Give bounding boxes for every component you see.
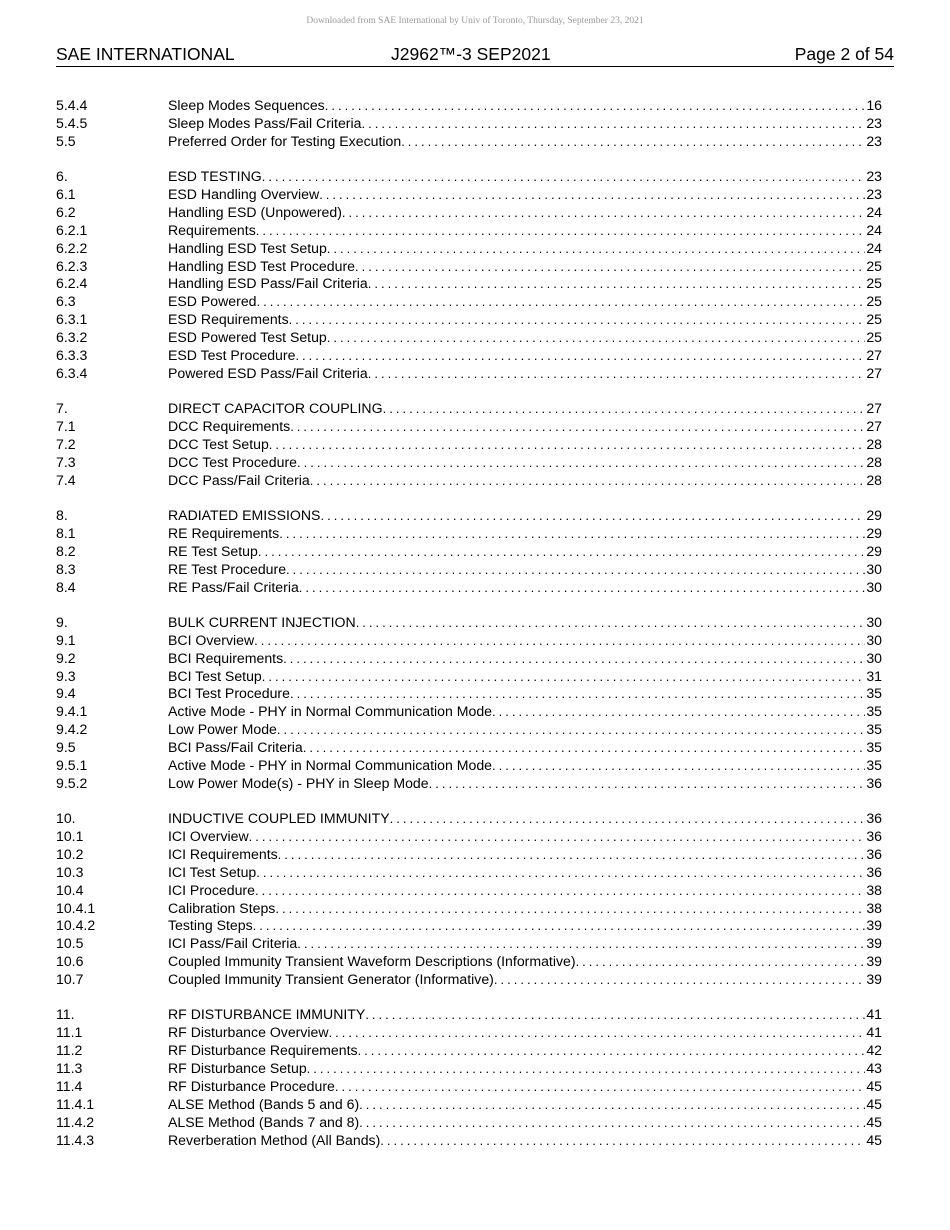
toc-dot-leader [355,258,865,276]
toc-entry-title: RE Pass/Fail Criteria [168,578,299,595]
toc-entry-page: 38 [866,899,882,916]
toc-entry-title: RADIATED EMISSIONS [168,506,321,523]
toc-dot-leader [254,632,865,650]
toc-entry-page: 30 [866,560,882,577]
toc-entry-title: Handling ESD (Unpowered) [168,203,342,220]
toc-entry-number: 10. [56,810,76,827]
toc-entry-page: 23 [866,185,882,202]
toc-dot-leader [365,1006,865,1024]
toc-entry[interactable] [56,400,882,418]
toc-entry-page: 41 [866,1006,882,1023]
toc-entry-number: 9.4.2 [56,721,88,738]
toc-dot-leader [329,1024,866,1042]
toc-dot-leader [380,1132,865,1150]
toc-entry-title: Testing Steps [168,917,253,934]
toc-entry-page: 45 [866,1113,882,1130]
toc-entry-page: 30 [866,649,882,666]
toc-entry-title: RF Disturbance Setup [168,1060,307,1077]
toc-entry-title: DIRECT CAPACITOR COUPLING [168,400,383,417]
toc-entry-number: 11.3 [56,1060,83,1077]
toc-dot-leader [290,685,865,703]
toc-entry[interactable] [56,454,882,472]
toc-entry-page: 29 [866,542,882,559]
toc-entry-title: RE Requirements [168,524,280,541]
toc-entry-title: BULK CURRENT INJECTION [168,613,356,630]
toc-entry[interactable] [56,828,882,846]
toc-entry[interactable] [56,329,882,347]
toc-entry[interactable] [56,1132,882,1150]
toc-entry[interactable] [56,1096,882,1114]
toc-entry-page: 24 [866,239,882,256]
toc-entry-page: 29 [866,506,882,523]
toc-dot-leader [295,347,865,365]
toc-dot-leader [325,97,866,115]
toc-entry-page: 25 [866,329,882,346]
toc-entry-number: 8.3 [56,560,76,577]
toc-entry-number: 10.4.2 [56,917,96,934]
toc-entry[interactable] [56,864,882,882]
toc-section-group [56,1006,882,1149]
toc-entry-number: 9.4 [56,685,76,702]
toc-entry[interactable] [56,240,882,258]
toc-entry[interactable] [56,543,882,561]
toc-entry[interactable] [56,293,882,311]
toc-entry-page: 35 [866,721,882,738]
toc-entry-page: 39 [866,971,882,988]
toc-entry-number: 11.4.1 [56,1095,95,1112]
toc-entry-number: 5.5 [56,132,76,149]
toc-entry-number: 11. [56,1006,75,1023]
toc-entry-page: 30 [866,631,882,648]
toc-entry-page: 28 [866,435,882,452]
toc-dot-leader [258,543,865,561]
toc-entry-number: 9.5 [56,739,76,756]
toc-entry[interactable] [56,935,882,953]
toc-dot-leader [390,810,866,828]
toc-entry[interactable] [56,775,882,793]
toc-section-group [56,168,882,383]
toc-entry-number: 9.1 [56,631,76,648]
toc-dot-leader [277,721,865,739]
toc-entry-page: 25 [866,275,882,292]
toc-entry-number: 6.2 [56,203,76,220]
toc-entry-title: ICI Overview [168,828,249,845]
toc-dot-leader [283,650,865,668]
toc-entry-number: 10.3 [56,863,84,880]
toc-entry-page: 35 [866,756,882,773]
toc-entry-page: 16 [866,97,882,113]
toc-entry[interactable] [56,810,882,828]
toc-entry[interactable] [56,133,882,151]
toc-entry-title: BCI Test Procedure [168,685,290,702]
toc-entry-number: 9. [56,613,68,630]
toc-entry-page: 30 [866,578,882,595]
toc-entry-number: 8. [56,506,68,523]
toc-dot-leader [297,935,865,953]
toc-entry-number: 9.5.2 [56,774,88,791]
toc-dot-leader [429,775,866,793]
toc-dot-leader [269,436,866,454]
toc-entry-title: Handling ESD Test Procedure [168,257,355,274]
toc-entry-title: ESD Requirements [168,311,289,328]
toc-entry-number: 8.4 [56,578,76,595]
toc-dot-leader [289,311,866,329]
toc-entry-page: 28 [866,453,882,470]
toc-entry[interactable] [56,685,882,703]
toc-entry-title: ESD TESTING [168,168,262,185]
toc-dot-leader [368,365,866,383]
toc-dot-leader [319,186,865,204]
toc-dot-leader [299,579,866,597]
toc-entry-title: DCC Test Setup [168,435,269,452]
toc-entry-number: 6.2.1 [56,221,88,238]
toc-dot-leader [249,828,866,846]
toc-entry-number: 10.6 [56,953,84,970]
toc-entry-number: 7.1 [56,418,76,435]
toc-entry-number: 11.4.2 [56,1113,95,1130]
toc-entry-number: 6.2.2 [56,239,88,256]
toc-entry-number: 6.1 [56,185,76,202]
toc-dot-leader [356,614,866,632]
toc-entry-page: 45 [866,1095,882,1112]
toc-entry[interactable] [56,579,882,597]
toc-entry-title: Coupled Immunity Transient Waveform Descriptions (Informative) [168,953,576,970]
toc-entry-page: 39 [866,953,882,970]
page-header [56,44,894,67]
toc-entry-title: INDUCTIVE COUPLED IMMUNITY [168,810,390,827]
toc-entry-number: 8.2 [56,542,76,559]
toc-dot-leader [358,1042,866,1060]
toc-entry-title: BCI Requirements [168,649,284,666]
toc-entry-number: 9.4.1 [56,703,88,720]
toc-dot-leader [279,525,865,543]
header-organization: SAE INTERNATIONAL [56,44,235,64]
toc-entry-number: 5.4.4 [56,97,88,113]
toc-dot-leader [290,418,865,436]
toc-section-group [56,400,882,489]
toc-entry[interactable] [56,1042,882,1060]
toc-dot-leader [257,293,866,311]
download-watermark: Downloaded from SAE International by Univ of Toronto, Thursday, September 23, 2021 [306,16,644,26]
toc-entry-title: RF Disturbance Overview [168,1024,329,1041]
toc-entry-number: 11.2 [56,1042,83,1059]
toc-entry-title: Calibration Steps [168,899,276,916]
toc-entry-title: BCI Pass/Fail Criteria [168,739,303,756]
toc-entry-number: 11.4 [56,1077,83,1094]
toc-entry[interactable] [56,436,882,454]
toc-entry-number: 10.7 [56,971,84,988]
toc-entry[interactable] [56,222,882,240]
toc-entry-page: 31 [866,667,882,684]
toc-entry[interactable] [56,846,882,864]
toc-dot-leader [327,329,866,347]
toc-entry[interactable] [56,632,882,650]
toc-entry[interactable] [56,115,882,133]
toc-dot-leader [256,222,866,240]
toc-entry-title: ALSE Method (Bands 7 and 8) [168,1113,360,1130]
toc-entry[interactable] [56,917,882,935]
toc-entry-number: 9.2 [56,649,76,666]
toc-entry-page: 23 [866,168,882,185]
toc-entry-page: 29 [866,524,882,541]
toc-entry-title: ESD Handling Overview [168,185,320,202]
toc-dot-leader [368,275,866,293]
toc-entry-title: Requirements [168,221,256,238]
toc-dot-leader [262,168,866,186]
toc-entry-page: 39 [866,935,882,952]
toc-entry-title: Preferred Order for Testing Execution [168,132,402,149]
toc-entry-page: 25 [866,293,882,310]
toc-entry[interactable] [56,1114,882,1132]
toc-dot-leader [576,953,866,971]
toc-entry-title: Active Mode - PHY in Normal Communication Mode [168,703,493,720]
toc-dot-leader [262,668,866,686]
toc-entry-page: 24 [866,203,882,220]
toc-entry-title: RE Test Procedure [168,560,287,577]
toc-entry-number: 6.2.3 [56,257,88,274]
toc-entry[interactable] [56,204,882,222]
toc-entry-title: Handling ESD Test Setup [168,239,327,256]
toc-dot-leader [335,1078,865,1096]
toc-entry-page: 23 [866,114,882,131]
toc-entry[interactable] [56,882,882,900]
toc-entry-page: 36 [866,774,882,791]
toc-dot-leader [253,917,866,935]
toc-entry-page: 36 [866,845,882,862]
toc-entry[interactable] [56,275,882,293]
toc-entry[interactable] [56,1060,882,1078]
toc-entry-title: ESD Powered Test Setup [168,329,327,346]
toc-entry-page: 27 [866,418,882,435]
toc-entry-title: Handling ESD Pass/Fail Criteria [168,275,368,292]
toc-entry-title: Powered ESD Pass/Fail Criteria [168,364,368,381]
toc-entry-page: 36 [866,828,882,845]
toc-entry-title: RF Disturbance Procedure [168,1077,335,1094]
toc-entry-number: 6.3.2 [56,329,88,346]
toc-entry[interactable] [56,739,882,757]
toc-entry-page: 45 [866,1077,882,1094]
table-of-contents [56,97,882,1167]
toc-entry-page: 36 [866,810,882,827]
toc-entry[interactable] [56,1006,882,1024]
toc-entry[interactable] [56,347,882,365]
toc-entry-page: 39 [866,917,882,934]
toc-entry-page: 45 [866,1131,882,1148]
toc-section-group [56,810,882,989]
toc-section-group [56,614,882,793]
toc-entry-title: ESD Test Procedure [168,346,296,363]
toc-dot-leader [383,400,866,418]
toc-dot-leader [297,454,865,472]
header-page-number: Page 2 of 54 [794,44,894,64]
toc-entry-title: ICI Requirements [168,845,278,862]
toc-entry[interactable] [56,507,882,525]
toc-entry-title: Low Power Mode [168,721,277,738]
toc-entry-title: RF Disturbance Requirements [168,1042,358,1059]
toc-dot-leader [307,1060,866,1078]
toc-entry[interactable] [56,757,882,775]
toc-entry-page: 38 [866,881,882,898]
toc-entry[interactable] [56,900,882,918]
toc-entry-title: RF DISTURBANCE IMMUNITY [168,1006,366,1023]
toc-dot-leader [278,846,866,864]
toc-entry[interactable] [56,418,882,436]
toc-entry[interactable] [56,668,882,686]
toc-entry-number: 10.5 [56,935,84,952]
toc-entry[interactable] [56,1024,882,1042]
toc-entry-title: DCC Pass/Fail Criteria [168,471,310,488]
toc-entry-number: 11.1 [56,1024,83,1041]
toc-entry-title: Active Mode - PHY in Normal Communication Mode [168,756,493,773]
toc-dot-leader [359,1096,865,1114]
toc-entry-title: BCI Overview [168,631,255,648]
toc-entry[interactable] [56,258,882,276]
toc-entry-number: 10.4.1 [56,899,96,916]
toc-section-group [56,507,882,596]
toc-entry-number: 10.4 [56,881,84,898]
toc-entry-title: ALSE Method (Bands 5 and 6) [168,1095,360,1112]
toc-entry-number: 6.3.3 [56,346,88,363]
toc-entry-page: 43 [866,1060,882,1077]
toc-entry-number: 7.3 [56,453,76,470]
toc-section-group [56,97,882,151]
toc-entry-number: 6.2.4 [56,275,88,292]
toc-entry-page: 35 [866,739,882,756]
toc-entry[interactable] [56,168,882,186]
toc-entry[interactable] [56,721,882,739]
toc-dot-leader [494,971,865,989]
toc-entry-number: 6. [56,168,68,185]
toc-entry-title: Low Power Mode(s) - PHY in Sleep Mode [168,774,429,791]
toc-entry-page: 27 [866,400,882,417]
toc-entry[interactable] [56,971,882,989]
toc-entry[interactable] [56,1078,882,1096]
toc-entry[interactable] [56,525,882,543]
toc-entry[interactable] [56,472,882,490]
toc-entry-page: 23 [866,132,882,149]
toc-entry-number: 10.1 [56,828,84,845]
toc-entry[interactable] [56,561,882,579]
toc-entry-page: 27 [866,364,882,381]
toc-dot-leader [310,472,866,490]
toc-entry[interactable] [56,97,882,115]
toc-entry-number: 9.5.1 [56,756,88,773]
toc-entry-number: 5.4.5 [56,114,88,131]
toc-dot-leader [361,115,865,133]
header-document-id: J2962™-3 SEP2021 [391,44,551,64]
toc-entry-title: ESD Powered [168,293,257,310]
toc-entry[interactable] [56,614,882,632]
toc-entry-number: 6.3.1 [56,311,88,328]
toc-entry-title: ICI Procedure [168,881,255,898]
toc-entry-number: 11.4.3 [56,1131,95,1148]
toc-dot-leader [275,900,865,918]
toc-entry-title: BCI Test Setup [168,667,262,684]
toc-entry-page: 36 [866,863,882,880]
toc-entry-page: 35 [866,703,882,720]
toc-dot-leader [359,1114,865,1132]
toc-entry-number: 7. [56,400,68,417]
toc-entry-title: Reverberation Method (All Bands) [168,1131,381,1148]
toc-entry[interactable] [56,953,882,971]
toc-dot-leader [255,882,865,900]
toc-entry-title: DCC Test Procedure [168,453,297,470]
toc-entry-page: 35 [866,685,882,702]
toc-entry[interactable] [56,650,882,668]
toc-dot-leader [286,561,865,579]
toc-entry-page: 24 [866,221,882,238]
toc-entry[interactable] [56,703,882,721]
toc-entry-page: 41 [866,1024,882,1041]
toc-dot-leader [342,204,865,222]
toc-entry-page: 28 [866,471,882,488]
toc-entry[interactable] [56,311,882,329]
toc-entry-number: 8.1 [56,524,76,541]
toc-entry-number: 6.3.4 [56,364,88,381]
toc-entry-page: 25 [866,311,882,328]
toc-entry[interactable] [56,186,882,204]
toc-dot-leader [256,864,865,882]
toc-entry-title: ICI Pass/Fail Criteria [168,935,298,952]
toc-entry-title: RE Test Setup [168,542,258,559]
toc-dot-leader [320,507,865,525]
toc-entry-title: Sleep Modes Pass/Fail Criteria [168,114,362,131]
toc-entry-page: 42 [866,1042,882,1059]
toc-dot-leader [303,739,866,757]
toc-dot-leader [492,757,865,775]
toc-entry-page: 25 [866,257,882,274]
toc-entry-title: Coupled Immunity Transient Generator (Informative) [168,971,494,988]
toc-entry-page: 27 [866,346,882,363]
toc-entry-page: 30 [866,613,882,630]
toc-dot-leader [327,240,866,258]
toc-entry-number: 6.3 [56,293,76,310]
toc-entry-title: ICI Test Setup [168,863,257,880]
toc-dot-leader [492,703,865,721]
toc-entry-number: 7.2 [56,435,76,452]
toc-entry[interactable] [56,365,882,383]
toc-dot-leader [401,133,865,151]
toc-entry-number: 10.2 [56,845,84,862]
toc-entry-title: DCC Requirements [168,418,291,435]
toc-entry-title: Sleep Modes Sequences [168,97,325,113]
toc-entry-number: 9.3 [56,667,76,684]
toc-entry-number: 7.4 [56,471,76,488]
